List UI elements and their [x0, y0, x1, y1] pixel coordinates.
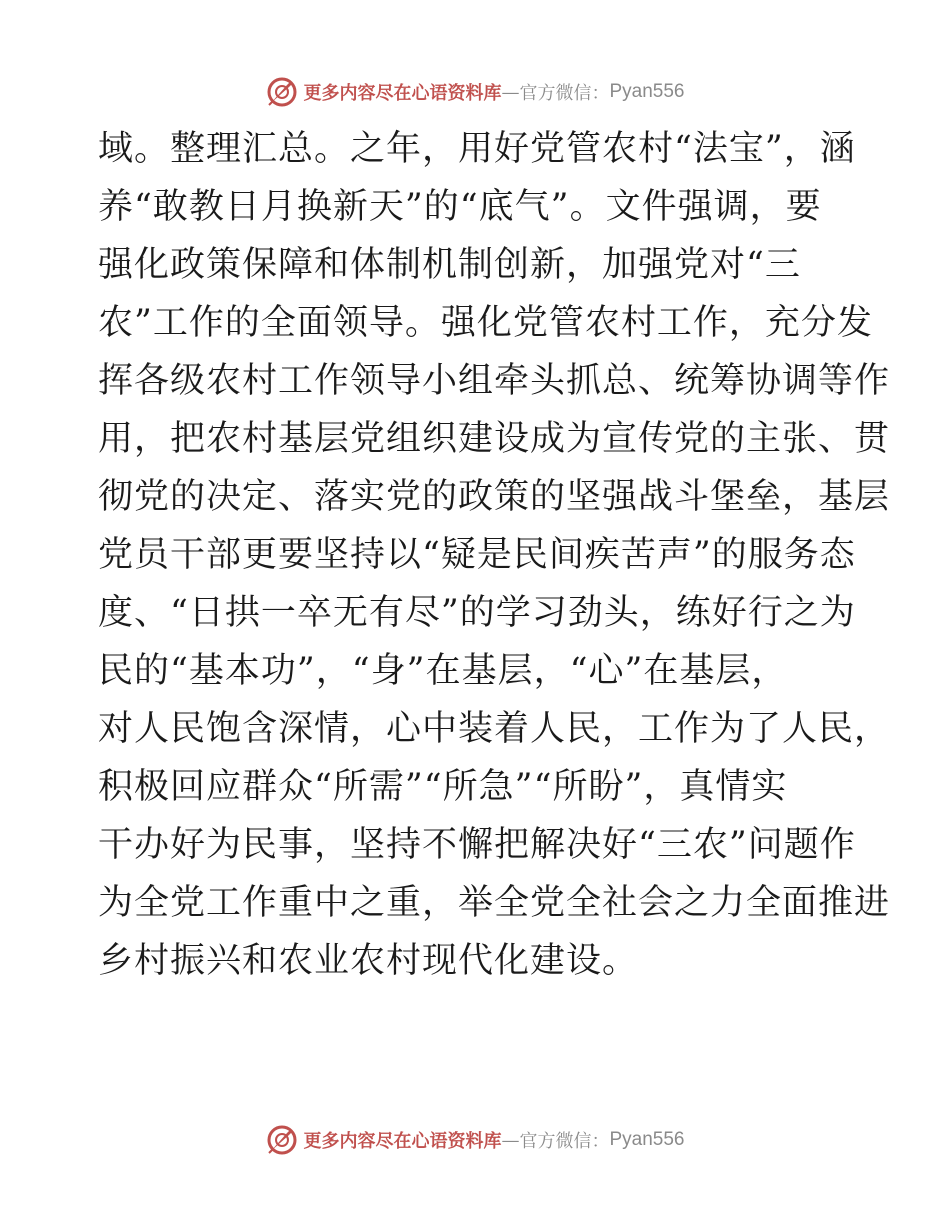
body-line: 干办好为民事，坚持不懈把解决好“三农”问题作 [98, 825, 856, 865]
footer-wechat-label: 官方微信： [519, 1131, 610, 1152]
footer-wechat-id: Pyan556 [609, 1129, 685, 1150]
body-line: 用，把农村基层党组织建设成为宣传党的主张、贯 [98, 419, 891, 459]
header-brand-text: 更多内容尽在心语资料库 [303, 83, 502, 104]
body-line: 积极回应群众“所需”“所急”“所盼”，真情实 [98, 767, 788, 807]
body-line: 为全党工作重中之重，举全党全社会之力全面推进 [98, 883, 891, 923]
body-line: 养“敢教日月换新天”的“底气”。文件强调，要 [98, 187, 822, 227]
body-line: 度、“日拱一卒无有尽”的学习劲头，练好行之为 [98, 593, 856, 633]
body-line: 彻党的决定、落实党的政策的坚强战斗堡垒，基层 [98, 477, 891, 517]
header-separator: — [501, 81, 520, 103]
footer-separator: — [501, 1129, 520, 1151]
brand-logo-icon [265, 75, 299, 109]
document-body [98, 120, 891, 990]
body-line: 域。整理汇总。之年，用好党管农村“法宝”，涵 [98, 129, 856, 169]
body-line: 民的“基本功”，“身”在基层，“心”在基层， [98, 651, 788, 691]
footer-brand-text: 更多内容尽在心语资料库 [303, 1131, 502, 1152]
body-line: 乡村振兴和农业农村现代化建设。 [98, 941, 639, 981]
body-line: 强化政策保障和体制机制创新，加强党对“三 [98, 245, 801, 285]
body-line: 对人民饱含深情，心中装着人民，工作为了人民， [98, 709, 891, 749]
body-line: 挥各级农村工作领导小组牵头抓总、统筹协调等作 [98, 361, 891, 401]
brand-logo-icon [265, 1123, 299, 1157]
body-line: 农”工作的全面领导。强化党管农村工作，充分发 [98, 303, 873, 343]
header-banner [0, 72, 950, 112]
header-wechat-id: Pyan556 [609, 81, 685, 102]
body-line: 党员干部更要坚持以“疑是民间疾苦声”的服务态 [98, 535, 856, 575]
footer-banner [0, 1120, 950, 1160]
header-wechat-label: 官方微信： [519, 83, 610, 104]
